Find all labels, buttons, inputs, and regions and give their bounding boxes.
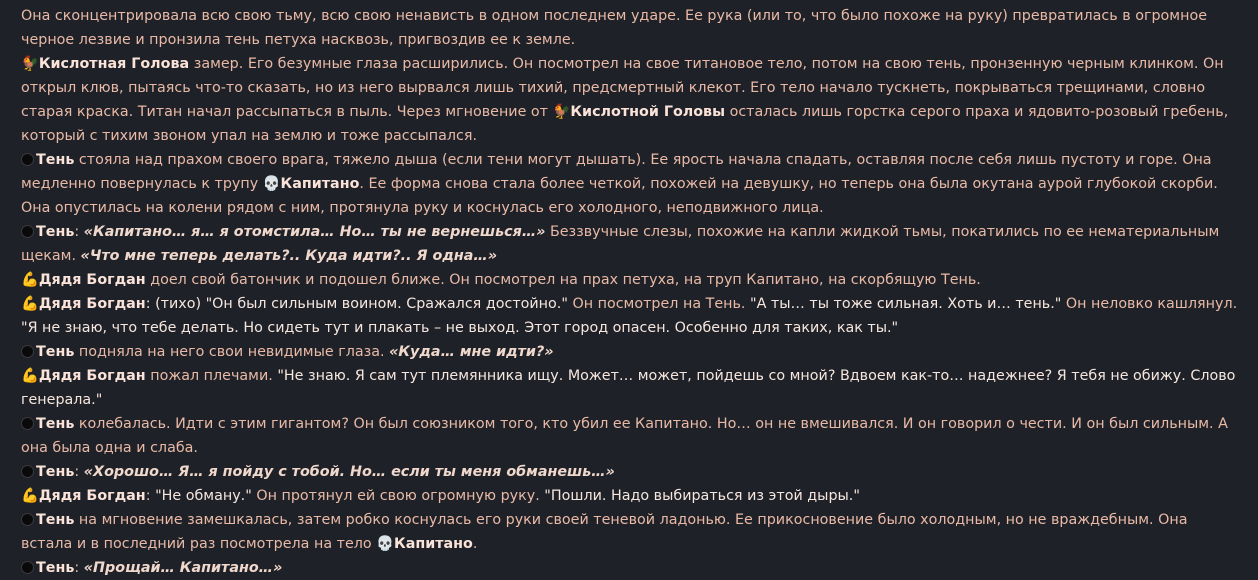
stage-direction: : (тихо) <box>145 296 206 312</box>
colon: : <box>145 488 156 504</box>
shadow-paragraph <box>21 340 1240 364</box>
narration-text: замер. Его безумные глаза расширились. Он посмотрел на свое титановое тело, потом на свою тень, пронзенную черным клинком. Он открыл клюв, пытаясь что-то сказать, но из него вырвался лишь тихий, предсмертный клекот. Его тело начало тускнеть, покрываться трещинами, словно старая краска. Титан начал рассыпаться в пыль. Через мгновение от <box>21 56 1224 120</box>
black-circle-icon <box>21 465 34 478</box>
character-name: Дядя Богдан <box>38 296 146 312</box>
speech-text: "Он был сильным воином. Сражался достойно." <box>205 296 568 312</box>
muscle-icon: 💪 <box>21 272 39 288</box>
black-circle-icon <box>21 153 34 166</box>
uncle-paragraph <box>21 364 1240 412</box>
narration-text: Она сконцентрировала всю свою тьму, всю свою ненависть в одном последнем ударе. Ее рука (или то, что было похоже на руку) превратилась в огромное черное лезвие и пронзила тень петуха насквозь, пригвоздив ее к земле. <box>21 8 1207 48</box>
speech-text: "Я не знаю, что тебе делать. Но сидеть тут и плакать – не выход. Этот город опасен. Особенно для таких, как ты." <box>21 320 899 336</box>
narration-text: Он неловко кашлянул. <box>1061 296 1238 312</box>
colon: : <box>74 464 84 480</box>
narration-text: Беззвучные слезы, похожие на капли жидкой тьмы, покатились по ее нематериальным щекам. <box>21 224 1220 264</box>
speech-text: "Не обману." <box>155 488 252 504</box>
uncle-paragraph <box>21 268 1240 292</box>
speech-text: "А ты… ты тоже сильная. Хоть и… тень." <box>750 296 1062 312</box>
black-circle-icon <box>21 417 34 430</box>
uncle-dialogue <box>21 292 1240 340</box>
speech-text: "Не знаю. Я сам тут племянника ищу. Может… может, пойдешь со мной? Вдвоем как-то… надежнее? Я тебя не обижу. Слово генерала." <box>21 368 1236 408</box>
black-circle-icon <box>21 513 34 526</box>
character-name: Тень <box>36 560 75 576</box>
narration-text: Он посмотрел на Тень. <box>567 296 751 312</box>
character-name: Капитано <box>394 536 473 552</box>
narration-text: Он протянул ей свою огромную руку. <box>251 488 545 504</box>
character-name: Тень <box>36 416 75 432</box>
rooster-icon: 🐓 <box>552 104 571 120</box>
narration-text: подняла на него свои невидимые глаза. <box>74 344 390 360</box>
character-name: Тень <box>36 464 75 480</box>
thought-text: «Капитано… я… я отомстила… Но… ты не вернешься…» <box>83 224 546 240</box>
character-name: Тень <box>36 512 75 528</box>
shadow-dialogue <box>21 460 1240 484</box>
narration-text: пожал плечами. <box>145 368 278 384</box>
thought-text: «Прощай… Капитано…» <box>83 560 283 576</box>
character-name: Тень <box>36 152 75 168</box>
character-name: Капитано <box>280 176 360 192</box>
muscle-icon: 💪 <box>21 296 39 312</box>
shadow-paragraph <box>21 148 1240 220</box>
character-name: Дядя Богдан <box>38 272 146 288</box>
thought-text: «Хорошо… Я… я пойду с тобой. Но… если ты меня обманешь…» <box>83 464 615 480</box>
skull-icon: 💀 <box>262 176 281 192</box>
character-name: Тень <box>36 224 75 240</box>
thought-text: «Что мне теперь делать?.. Куда идти?.. Я одна…» <box>80 248 497 264</box>
black-circle-icon <box>21 561 34 574</box>
narration-text: на мгновение замешкалась, затем робко коснулась его руки своей теневой ладонью. Ее прикосновение было холодным, но не враждебным. Она встала и в последний раз посмотрела на тело <box>21 512 1188 552</box>
narration-text: . Ее форма снова стала более четкой, похожей на девушку, но теперь она была окутана аурой глубокой скорби. Она опустилась на колени рядом с ним, протянула руку и коснулась его холодного, неподвижного лица. <box>21 176 1218 216</box>
colon: : <box>74 560 84 576</box>
character-name: Дядя Богдан <box>38 488 146 504</box>
narration-text: колебалась. Идти с этим гигантом? Он был союзником того, кто убил ее Капитано. Но… он не вмешивался. И он говорил о чести. И он был сильным. А она была одна и слаба. <box>21 416 1228 456</box>
shadow-paragraph <box>21 508 1240 556</box>
black-circle-icon <box>21 225 34 238</box>
character-name: Кислотная Голова <box>38 56 190 72</box>
muscle-icon: 💪 <box>21 368 39 384</box>
thought-text: «Куда… мне идти?» <box>389 344 554 360</box>
black-circle-icon <box>21 345 34 358</box>
muscle-icon: 💪 <box>21 488 39 504</box>
rooster-icon: 🐓 <box>21 56 39 72</box>
shadow-paragraph <box>21 412 1240 460</box>
narration-paragraph <box>21 4 1240 52</box>
skull-icon: 💀 <box>376 536 395 552</box>
shadow-dialogue <box>21 556 1240 580</box>
shadow-dialogue <box>21 220 1240 268</box>
colon: : <box>74 224 84 240</box>
speech-text: "Пошли. Надо выбираться из этой дыры." <box>544 488 860 504</box>
uncle-dialogue <box>21 484 1240 508</box>
character-name: Дядя Богдан <box>38 368 146 384</box>
character-name: Кислотной Головы <box>570 104 726 120</box>
narration-text: осталась лишь горстка серого праха и ядовито-розовый гребень, который с тихим звоном упал на землю и тоже рассыпался. <box>21 104 1229 144</box>
narration-text: стояла над прахом своего врага, тяжело дыша (если тени могут дышать). Ее ярость начала спадать, оставляя после себя лишь пустоту и горе. Она медленно повернулась к трупу <box>21 152 1212 192</box>
narration-text: доел свой батончик и подошел ближе. Он посмотрел на прах петуха, на труп Капитано, на скорбящую Тень. <box>145 272 981 288</box>
character-name: Тень <box>36 344 75 360</box>
acid-head-paragraph <box>21 52 1240 148</box>
narration-text: . <box>472 536 478 552</box>
